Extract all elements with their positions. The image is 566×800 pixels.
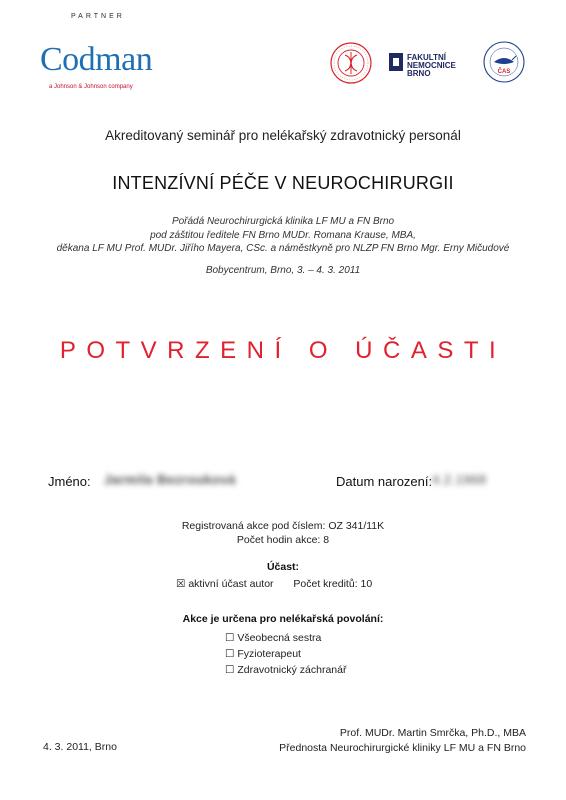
name-value: Jarmila Bezrouková [104,472,236,487]
participation-heading: Účast: [266,561,300,573]
list-item [225,630,346,646]
profession-label: Zdravotnický záchranář [237,664,347,676]
venue-date: Bobycentrum, Brno, 3. – 4. 3. 2011 [205,265,361,276]
date-place: 4. 3. 2011, Brno [43,741,117,753]
profession-label: Všeobecná sestra [237,632,322,644]
seminar-subtitle: Akreditovaný seminář pro nelékařský zdravotnický personál [105,128,461,143]
svg-text:ČAS: ČAS [497,69,511,75]
participation-type: aktivní účast autor [188,578,274,590]
codman-logo: Codman [40,41,153,78]
event-hours: Počet hodin akce: 8 [236,534,330,546]
confirmation-title: POTVRZENÍ O ÚČASTI [59,337,507,364]
organizer-line-3: děkana LF MU Prof. MUDr. Jiřího Mayera, CSc. a náměstkyně pro NLZP FN Brno Mgr. Erny Mičudové [56,243,510,254]
organizer-block [0,215,566,256]
signatory-title: Přednosta Neurochirurgické kliniky LF MU a FN Brno [279,742,526,754]
registration-number: Registrovaná akce pod číslem: OZ 341/11K [181,520,385,532]
codman-subtitle: a Johnson & Johnson company [49,84,133,90]
list-item [225,646,346,662]
name-label: Jméno: [48,474,91,489]
association-seal-icon [329,41,373,85]
fn-brno-mark-icon [389,53,403,71]
list-item [225,662,346,678]
dob-label: Datum narození: [336,474,433,489]
nurses-association-seal-icon [482,40,526,84]
professions-list [225,630,346,678]
profession-label: Fyzioterapeut [237,648,301,660]
fn-brno-line-1: FAKULTNÍ [407,53,446,62]
participation-row [176,578,372,590]
signatory-block [279,726,526,756]
registration-block [0,519,566,547]
organizer-line-1: Pořádá Neurochirurgická klinika LF MU a FN Brno [171,216,395,227]
fn-brno-line-2: NEMOCNICE [407,61,456,70]
empty-checkbox-icon: ☐ [225,648,235,660]
organizer-line-2: pod záštitou ředitele FN Brno MUDr. Romana Krause, MBA, [150,229,416,241]
empty-checkbox-icon: ☐ [225,632,235,644]
checked-checkbox-icon: ☒ [176,578,186,590]
professions-heading: Akce je určena pro nelékařská povolání: [182,613,384,625]
credits-count: Počet kreditů: 10 [293,578,373,590]
dob-value: 4.2.1968 [432,472,487,487]
partner-label: PARTNER [71,13,125,20]
seminar-title: INTENZÍVNÍ PÉČE V NEUROCHIRURGII [112,173,454,193]
empty-checkbox-icon: ☐ [225,664,235,676]
signatory-name: Prof. MUDr. Martin Smrčka, Ph.D., MBA [339,727,526,739]
fn-brno-line-3: BRNO [407,69,431,78]
